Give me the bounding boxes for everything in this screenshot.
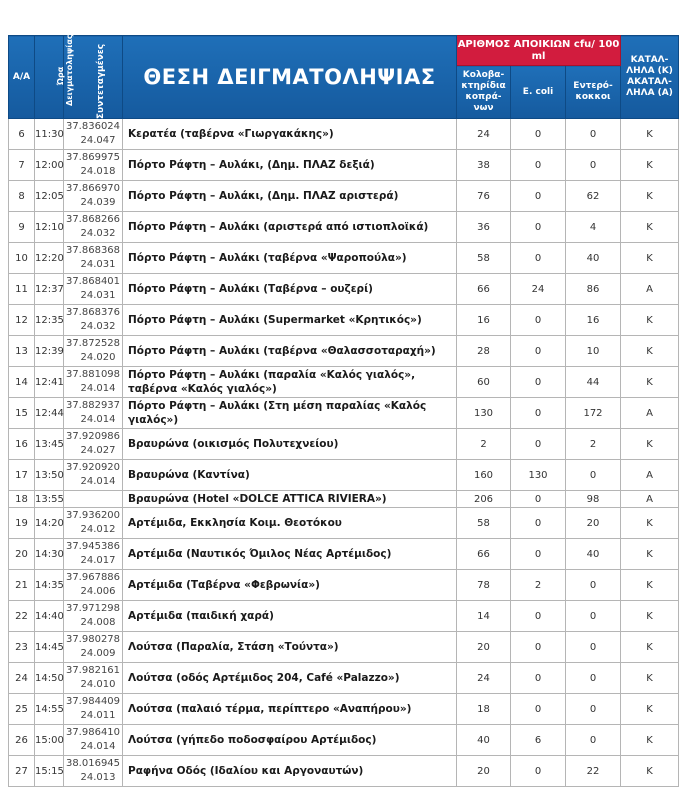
row-number: 24 xyxy=(9,663,35,694)
row-number: 16 xyxy=(9,429,35,460)
ecoli-count: 0 xyxy=(511,632,566,663)
row-number: 21 xyxy=(9,570,35,601)
sampling-time: 14:20 xyxy=(35,508,64,539)
row-number: 27 xyxy=(9,756,35,787)
latitude: 37.868266 xyxy=(65,214,121,225)
latitude: 37.936200 xyxy=(65,510,121,521)
coliforms-count: 40 xyxy=(457,725,511,756)
longitude: 24.047 xyxy=(80,135,116,146)
longitude: 24.014 xyxy=(80,741,116,752)
enterococci-count: 44 xyxy=(566,367,621,398)
table-row xyxy=(9,460,679,491)
longitude: 24.017 xyxy=(80,555,116,566)
latitude: 37.920986 xyxy=(65,431,121,442)
ecoli-count: 0 xyxy=(511,663,566,694)
enterococci-count: 172 xyxy=(566,398,621,429)
coliforms-count: 20 xyxy=(457,756,511,787)
sampling-time: 14:50 xyxy=(35,663,64,694)
coliforms-count: 58 xyxy=(457,508,511,539)
latitude: 37.872528 xyxy=(65,338,121,349)
suitability-status: Α xyxy=(621,274,679,305)
longitude: 24.020 xyxy=(80,352,116,363)
ecoli-count: 0 xyxy=(511,181,566,212)
coordinates xyxy=(64,460,123,491)
table-row xyxy=(9,336,679,367)
ecoli-count: 0 xyxy=(511,694,566,725)
table-row xyxy=(9,243,679,274)
coordinates xyxy=(64,367,123,398)
coordinates xyxy=(64,725,123,756)
suitability-status: Κ xyxy=(621,367,679,398)
latitude: 37.882937 xyxy=(65,400,121,411)
coliforms-count: 18 xyxy=(457,694,511,725)
location: Αρτέμιδα (παιδική χαρά) xyxy=(123,601,457,632)
ecoli-count: 0 xyxy=(511,429,566,460)
enterococci-count: 0 xyxy=(566,150,621,181)
enterococci-count: 0 xyxy=(566,694,621,725)
latitude: 37.881098 xyxy=(65,369,121,380)
coliforms-count: 66 xyxy=(457,539,511,570)
table-row xyxy=(9,305,679,336)
suitability-status: Κ xyxy=(621,601,679,632)
row-number: 8 xyxy=(9,181,35,212)
sampling-time: 13:45 xyxy=(35,429,64,460)
coordinates xyxy=(64,429,123,460)
latitude: 37.971298 xyxy=(65,603,121,614)
table-row xyxy=(9,367,679,398)
enterococci-count: 0 xyxy=(566,570,621,601)
suitability-status: Κ xyxy=(621,150,679,181)
coliforms-count: 14 xyxy=(457,601,511,632)
location: Βραυρώνα (Hotel «DOLCE ATTICA RIVIERA») xyxy=(123,491,457,508)
header-ecoli: E. coli xyxy=(511,66,566,119)
sampling-time: 15:15 xyxy=(35,756,64,787)
row-number: 13 xyxy=(9,336,35,367)
longitude: 24.009 xyxy=(80,648,116,659)
coordinates xyxy=(64,336,123,367)
enterococci-count: 98 xyxy=(566,491,621,508)
location: Αρτέμιδα, Εκκλησία Κοιμ. Θεοτόκου xyxy=(123,508,457,539)
coliforms-count: 24 xyxy=(457,663,511,694)
location: Πόρτο Ράφτη – Αυλάκι, (Δημ. ΠΛΑΖ δεξιά) xyxy=(123,150,457,181)
latitude: 37.866970 xyxy=(65,183,121,194)
coliforms-count: 160 xyxy=(457,460,511,491)
sampling-time: 12:20 xyxy=(35,243,64,274)
row-number: 15 xyxy=(9,398,35,429)
enterococci-count: 22 xyxy=(566,756,621,787)
longitude: 24.011 xyxy=(80,710,116,721)
suitability-status: Κ xyxy=(621,508,679,539)
coordinates xyxy=(64,539,123,570)
sampling-time: 12:41 xyxy=(35,367,64,398)
longitude: 24.039 xyxy=(80,197,116,208)
ecoli-count: 0 xyxy=(511,305,566,336)
latitude: 37.986410 xyxy=(65,727,121,738)
location: Λούτσα (Παραλία, Στάση «Τούντα») xyxy=(123,632,457,663)
suitability-status: Κ xyxy=(621,694,679,725)
row-number: 9 xyxy=(9,212,35,243)
sampling-time: 12:00 xyxy=(35,150,64,181)
header-time-label: Ώρα Δειγματοληψίας xyxy=(56,34,74,106)
row-number: 11 xyxy=(9,274,35,305)
enterococci-count: 20 xyxy=(566,508,621,539)
table-row xyxy=(9,601,679,632)
coordinates xyxy=(64,212,123,243)
sampling-time: 13:55 xyxy=(35,491,64,508)
header-suitability: ΚΑΤΑΛ-ΛΗΛΑ (Κ) ΑΚΑΤΑΛ-ΛΗΛΑ (Α) xyxy=(621,36,679,119)
coordinates xyxy=(64,181,123,212)
sampling-time: 12:05 xyxy=(35,181,64,212)
table-row xyxy=(9,398,679,429)
latitude: 37.945386 xyxy=(65,541,121,552)
ecoli-count: 0 xyxy=(511,212,566,243)
enterococci-count: 40 xyxy=(566,539,621,570)
suitability-status: Κ xyxy=(621,756,679,787)
longitude: 24.008 xyxy=(80,617,116,628)
header-location: ΘΕΣΗ ΔΕΙΓΜΑΤΟΛΗΨΙΑΣ xyxy=(123,36,457,119)
table-row xyxy=(9,725,679,756)
suitability-status: Κ xyxy=(621,243,679,274)
sampling-time: 14:40 xyxy=(35,601,64,632)
sampling-time: 12:44 xyxy=(35,398,64,429)
coordinates xyxy=(64,508,123,539)
ecoli-count: 0 xyxy=(511,150,566,181)
location: Πόρτο Ράφτη – Αυλάκι (Supermarket «Κρητικός») xyxy=(123,305,457,336)
ecoli-count: 130 xyxy=(511,460,566,491)
sampling-time: 13:50 xyxy=(35,460,64,491)
row-number: 19 xyxy=(9,508,35,539)
table-row xyxy=(9,663,679,694)
enterococci-count: 2 xyxy=(566,429,621,460)
longitude: 24.031 xyxy=(80,290,116,301)
coliforms-count: 36 xyxy=(457,212,511,243)
enterococci-count: 4 xyxy=(566,212,621,243)
row-number: 12 xyxy=(9,305,35,336)
longitude: 24.010 xyxy=(80,679,116,690)
table-row xyxy=(9,212,679,243)
suitability-status: Κ xyxy=(621,725,679,756)
latitude: 37.920920 xyxy=(65,462,121,473)
coordinates xyxy=(64,491,123,508)
header-enterococci: Εντερό-κοκκοι xyxy=(566,66,621,119)
latitude: 37.984409 xyxy=(65,696,121,707)
row-number: 17 xyxy=(9,460,35,491)
ecoli-count: 0 xyxy=(511,491,566,508)
coordinates xyxy=(64,150,123,181)
row-number: 7 xyxy=(9,150,35,181)
row-number: 6 xyxy=(9,119,35,150)
suitability-status: Κ xyxy=(621,632,679,663)
row-number: 10 xyxy=(9,243,35,274)
sampling-time: 11:30 xyxy=(35,119,64,150)
table-row xyxy=(9,508,679,539)
coliforms-count: 58 xyxy=(457,243,511,274)
table-row xyxy=(9,274,679,305)
coliforms-count: 130 xyxy=(457,398,511,429)
longitude: 24.032 xyxy=(80,321,116,332)
table-row xyxy=(9,632,679,663)
latitude: 37.982161 xyxy=(65,665,121,676)
latitude: 37.836024 xyxy=(65,121,121,132)
longitude: 24.012 xyxy=(80,524,116,535)
sampling-time: 12:37 xyxy=(35,274,64,305)
coliforms-count: 2 xyxy=(457,429,511,460)
longitude: 24.006 xyxy=(80,586,116,597)
suitability-status: Κ xyxy=(621,119,679,150)
enterococci-count: 10 xyxy=(566,336,621,367)
location: Πόρτο Ράφτη – Αυλάκι (ταβέρνα «Θαλασσοταραχή») xyxy=(123,336,457,367)
suitability-status: Α xyxy=(621,491,679,508)
location: Πόρτο Ράφτη – Αυλάκι (Στη μέση παραλίας «Καλός γιαλός») xyxy=(123,398,457,429)
suitability-status: Κ xyxy=(621,336,679,367)
coliforms-count: 76 xyxy=(457,181,511,212)
enterococci-count: 0 xyxy=(566,119,621,150)
location: Πόρτο Ράφτη – Αυλάκι (ταβέρνα «Ψαροπούλα») xyxy=(123,243,457,274)
enterococci-count: 0 xyxy=(566,725,621,756)
table-row xyxy=(9,429,679,460)
row-number: 25 xyxy=(9,694,35,725)
coordinates xyxy=(64,305,123,336)
latitude: 37.869975 xyxy=(65,152,121,163)
table-row xyxy=(9,694,679,725)
enterococci-count: 0 xyxy=(566,460,621,491)
suitability-status: Α xyxy=(621,460,679,491)
sampling-time: 14:30 xyxy=(35,539,64,570)
coliforms-count: 28 xyxy=(457,336,511,367)
latitude: 37.868401 xyxy=(65,276,121,287)
ecoli-count: 0 xyxy=(511,539,566,570)
enterococci-count: 16 xyxy=(566,305,621,336)
coordinates xyxy=(64,756,123,787)
ecoli-count: 0 xyxy=(511,756,566,787)
row-number: 14 xyxy=(9,367,35,398)
coordinates xyxy=(64,632,123,663)
suitability-status: Κ xyxy=(621,539,679,570)
location: Αρτέμιδα (Ταβέρνα «Φεβρωνία») xyxy=(123,570,457,601)
header-colonies: ΑΡΙΘΜΟΣ ΑΠΟΙΚΙΩΝ cfu/ 100 ml xyxy=(457,36,621,66)
sampling-time: 15:00 xyxy=(35,725,64,756)
longitude: 24.014 xyxy=(80,414,116,425)
table-row xyxy=(9,181,679,212)
latitude: 37.980278 xyxy=(65,634,121,645)
coordinates xyxy=(64,694,123,725)
longitude: 24.031 xyxy=(80,259,116,270)
row-number: 20 xyxy=(9,539,35,570)
coordinates xyxy=(64,243,123,274)
coliforms-count: 38 xyxy=(457,150,511,181)
enterococci-count: 40 xyxy=(566,243,621,274)
location: Λούτσα (παλαιό τέρμα, περίπτερο «Αναπήρου») xyxy=(123,694,457,725)
location: Αρτέμιδα (Ναυτικός Όμιλος Νέας Αρτέμιδος) xyxy=(123,539,457,570)
sampling-time: 12:39 xyxy=(35,336,64,367)
coliforms-count: 78 xyxy=(457,570,511,601)
row-number: 23 xyxy=(9,632,35,663)
longitude: 24.018 xyxy=(80,166,116,177)
ecoli-count: 0 xyxy=(511,398,566,429)
sampling-results-table xyxy=(8,35,679,787)
ecoli-count: 2 xyxy=(511,570,566,601)
suitability-status: Κ xyxy=(621,429,679,460)
table-row xyxy=(9,756,679,787)
location: Λούτσα (γήπεδο ποδοσφαίρου Αρτέμιδος) xyxy=(123,725,457,756)
latitude: 37.868376 xyxy=(65,307,121,318)
longitude: 24.032 xyxy=(80,228,116,239)
suitability-status: Κ xyxy=(621,212,679,243)
ecoli-count: 0 xyxy=(511,119,566,150)
latitude: 37.868368 xyxy=(65,245,121,256)
ecoli-count: 0 xyxy=(511,336,566,367)
coliforms-count: 24 xyxy=(457,119,511,150)
suitability-status: Α xyxy=(621,398,679,429)
table-body xyxy=(9,119,679,787)
table-row xyxy=(9,539,679,570)
sampling-time: 14:35 xyxy=(35,570,64,601)
coliforms-count: 20 xyxy=(457,632,511,663)
suitability-status: Κ xyxy=(621,663,679,694)
header-aa: Α/Α xyxy=(9,36,35,119)
header-coords-label: Συντεταγμένες xyxy=(96,43,107,119)
enterococci-count: 62 xyxy=(566,181,621,212)
ecoli-count: 0 xyxy=(511,601,566,632)
suitability-status: Κ xyxy=(621,570,679,601)
ecoli-count: 24 xyxy=(511,274,566,305)
table-row xyxy=(9,491,679,508)
sampling-time: 12:10 xyxy=(35,212,64,243)
row-number: 22 xyxy=(9,601,35,632)
row-number: 18 xyxy=(9,491,35,508)
location: Ραφήνα Οδός (Ιδαλίου και Αργοναυτών) xyxy=(123,756,457,787)
ecoli-count: 0 xyxy=(511,243,566,274)
suitability-status: Κ xyxy=(621,181,679,212)
enterococci-count: 0 xyxy=(566,663,621,694)
header-time xyxy=(35,34,74,119)
coordinates xyxy=(64,570,123,601)
table-row xyxy=(9,119,679,150)
location: Πόρτο Ράφτη – Αυλάκι (παραλία «Καλός γιαλός», ταβέρνα «Καλός γιαλός») xyxy=(123,367,457,398)
coordinates xyxy=(64,274,123,305)
location: Πόρτο Ράφτη – Αυλάκι (Ταβέρνα – ουζερί) xyxy=(123,274,457,305)
enterococci-count: 86 xyxy=(566,274,621,305)
location: Κερατέα (ταβέρνα «Γιωργακάκης») xyxy=(123,119,457,150)
ecoli-count: 6 xyxy=(511,725,566,756)
table-row xyxy=(9,150,679,181)
sampling-time: 12:35 xyxy=(35,305,64,336)
coliforms-count: 60 xyxy=(457,367,511,398)
sampling-time: 14:55 xyxy=(35,694,64,725)
ecoli-count: 0 xyxy=(511,367,566,398)
coordinates xyxy=(64,601,123,632)
sampling-time: 14:45 xyxy=(35,632,64,663)
location: Βραυρώνα (οικισμός Πολυτεχνείου) xyxy=(123,429,457,460)
coliforms-count: 206 xyxy=(457,491,511,508)
coordinates xyxy=(64,398,123,429)
table-row xyxy=(9,570,679,601)
coordinates xyxy=(64,663,123,694)
latitude: 37.967886 xyxy=(65,572,121,583)
longitude: 24.014 xyxy=(80,383,116,394)
latitude: 38.016945 xyxy=(65,758,121,769)
coliforms-count: 16 xyxy=(457,305,511,336)
location: Λούτσα (οδός Αρτέμιδος 204, Café «Palazzo») xyxy=(123,663,457,694)
location: Πόρτο Ράφτη – Αυλάκι, (Δημ. ΠΛΑΖ αριστερά) xyxy=(123,181,457,212)
header-coliforms: Κολοβα-κτηρίδια κοπρά-νων xyxy=(457,66,511,119)
longitude: 24.014 xyxy=(80,476,116,487)
row-number: 26 xyxy=(9,725,35,756)
longitude: 24.013 xyxy=(80,772,116,783)
coordinates xyxy=(64,119,123,150)
location: Πόρτο Ράφτη – Αυλάκι (αριστερά από ιστιοπλοϊκά) xyxy=(123,212,457,243)
location: Βραυρώνα (Καντίνα) xyxy=(123,460,457,491)
enterococci-count: 0 xyxy=(566,632,621,663)
enterococci-count: 0 xyxy=(566,601,621,632)
suitability-status: Κ xyxy=(621,305,679,336)
longitude: 24.027 xyxy=(80,445,116,456)
ecoli-count: 0 xyxy=(511,508,566,539)
coliforms-count: 66 xyxy=(457,274,511,305)
